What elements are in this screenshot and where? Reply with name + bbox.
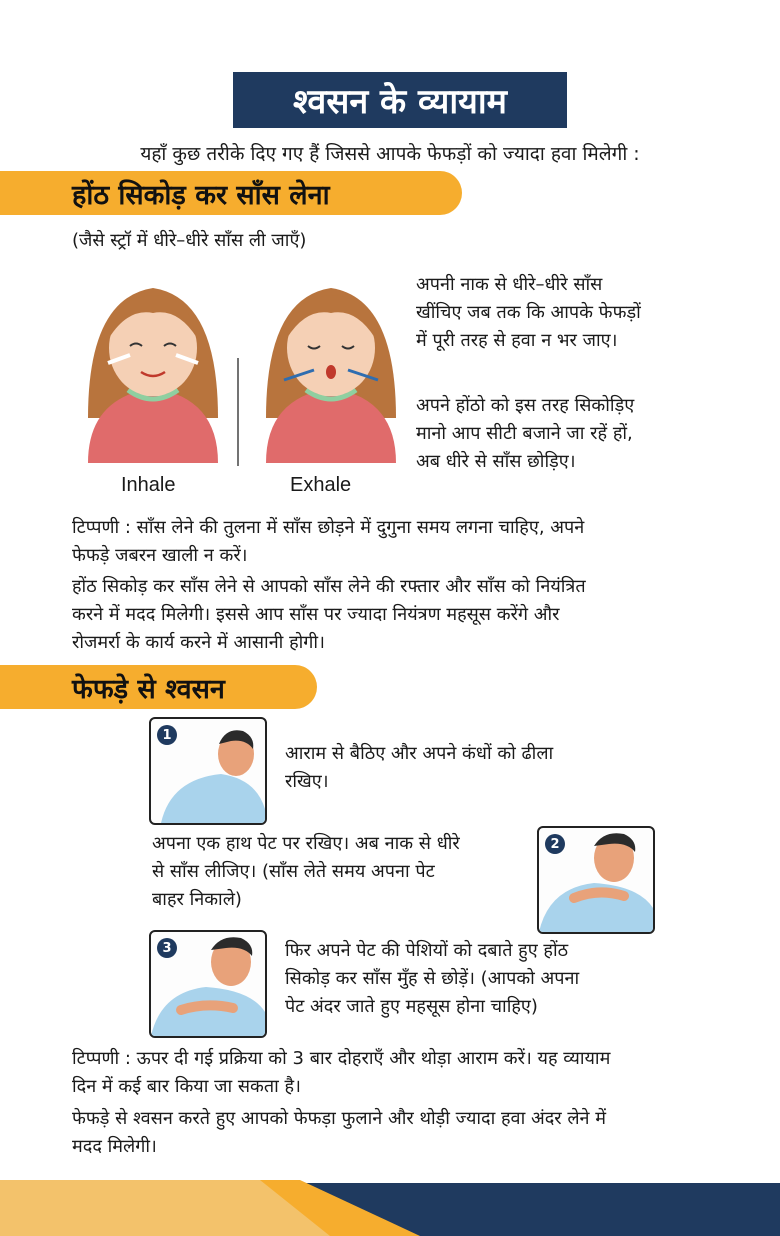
intro-text: यहाँ कुछ तरीके दिए गए हैं जिससे आपके फेफड़ों को ज्यादा हवा मिलेगी : bbox=[140, 143, 640, 165]
step3-image bbox=[149, 930, 267, 1038]
inhale-figure-icon bbox=[88, 288, 218, 463]
step2-number: 2 bbox=[545, 834, 565, 854]
section2-heading: फेफड़े से श्वसन bbox=[0, 665, 317, 709]
page-title: श्वसन के व्यायाम bbox=[233, 72, 567, 128]
section1-subheading: (जैसे स्ट्रॉ में धीरे–धीरे साँस ली जाएँ) bbox=[72, 230, 307, 251]
exhale-instructions: अपने होंठो को इस तरह सिकोड़िए मानो आप सीटी बजाने जा रहें हों, अब धीरे से साँस छोड़िए। bbox=[416, 395, 635, 472]
breathing-illustration bbox=[78, 268, 398, 468]
exhale-label: Exhale bbox=[290, 474, 352, 496]
step1-image bbox=[149, 717, 267, 825]
step1-number: 1 bbox=[157, 725, 177, 745]
step3-number: 3 bbox=[157, 938, 177, 958]
step2-text: अपना एक हाथ पेट पर रखिए। अब नाक से धीरे से साँस लीजिए। (साँस लेते समय अपना पेट बाहर निकाले) bbox=[152, 833, 460, 910]
section2-benefit: फेफड़े से श्वसन करते हुए आपको फेफड़ा फुलाने और थोड़ी ज्यादा हवा अंदर लेने में मदद मिलेगी। bbox=[72, 1108, 607, 1157]
step3-text: फिर अपने पेट की पेशियों को दबाते हुए होंठ सिकोड़ कर साँस मुँह से छोड़ें। (आपको अपना पेट अंदर जाते हुए महसूस होना चाहिए) bbox=[285, 940, 580, 1017]
inhale-instructions: अपनी नाक से धीरे–धीरे साँस खींचिए जब तक कि आपके फेफड़ों में पूरी तरह से हवा न भर जाए। bbox=[416, 274, 641, 351]
step2-image bbox=[537, 826, 655, 934]
section1-benefit: होंठ सिकोड़ कर साँस लेने से आपको साँस लेने की रफ्तार और साँस को नियंत्रित करने में मदद मिलेगी। इससे आप साँस पर ज्यादा नियंत्रण महसूस करेंगे और रोजमर्रा के कार्य करने में आसानी होगी। bbox=[72, 576, 586, 653]
footer-decoration bbox=[0, 1180, 780, 1236]
exhale-figure-icon bbox=[266, 288, 396, 463]
inhale-label: Inhale bbox=[121, 474, 176, 496]
section2-note: टिप्पणी : ऊपर दी गई प्रक्रिया को 3 बार दोहराएँ और थोड़ा आराम करें। यह व्यायाम दिन में कई बार किया जा सकता है। bbox=[72, 1048, 611, 1097]
step1-text: आराम से बैठिए और अपने कंधों को ढीला रखिए। bbox=[285, 743, 554, 792]
section1-note: टिप्पणी : साँस लेने की तुलना में साँस छोड़ने में दुगुना समय लगना चाहिए, अपने फेफड़े जबरन खाली न करें। bbox=[72, 517, 585, 566]
section1-heading: होंठ सिकोड़ कर साँस लेना bbox=[0, 171, 462, 215]
